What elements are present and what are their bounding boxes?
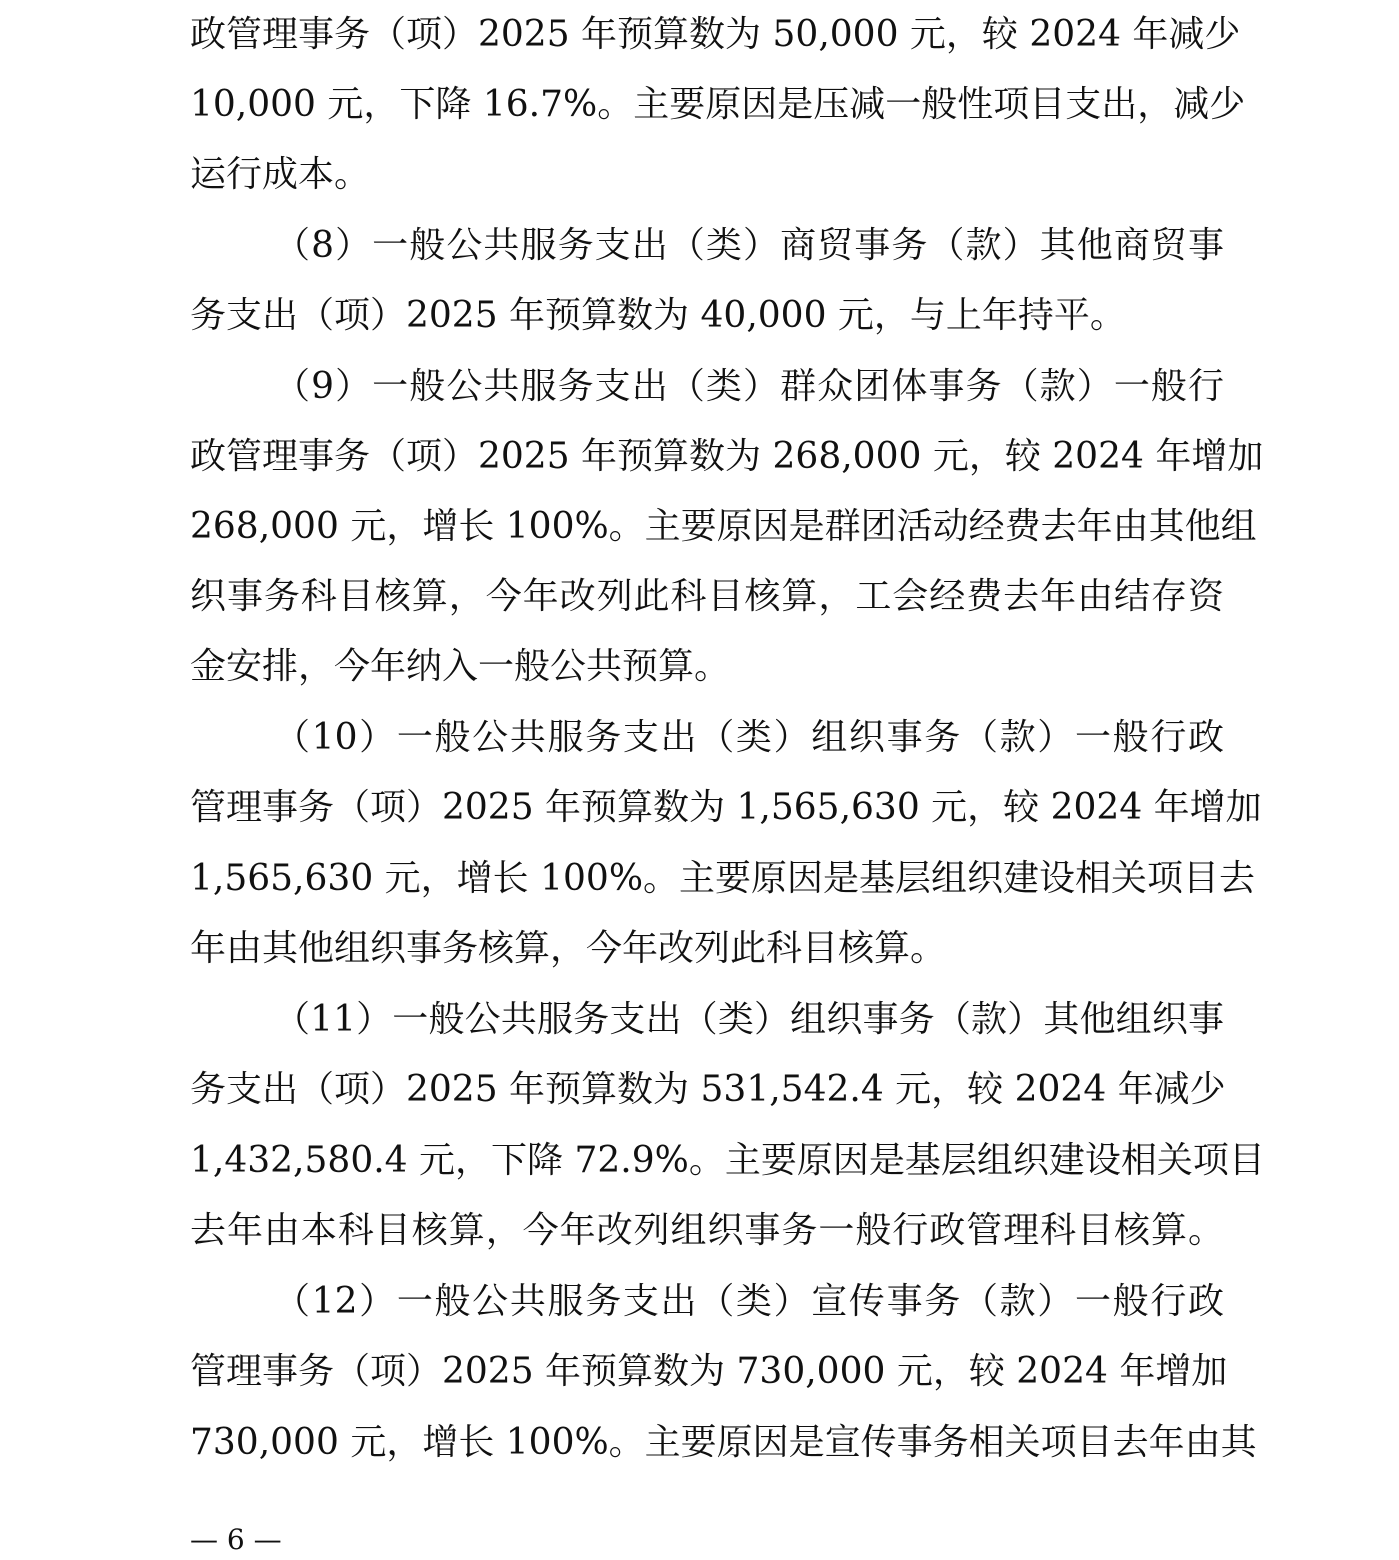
text-line: （12）一般公共服务支出（类）宣传事务（款）一般行政: [274, 1281, 1224, 1322]
text-line: 运行成本。: [190, 154, 371, 195]
text-line: 务支出（项）2025 年预算数为 531,542.4 元，较 2024 年减少: [190, 1069, 1226, 1110]
text-line: 务支出（项）2025 年预算数为 40,000 元，与上年持平。: [190, 295, 1126, 336]
text-line: 政管理事务（项）2025 年预算数为 268,000 元，较 2024 年增加: [190, 436, 1264, 477]
text-line: 年由其他组织事务核算，今年改列此科目核算。: [190, 928, 947, 969]
text-line: 1,565,630 元，增长 100%。主要原因是基层组织建设相关项目去: [190, 858, 1256, 899]
text-line: 268,000 元，增长 100%。主要原因是群团活动经费去年由其他组: [190, 506, 1257, 547]
text-line: 管理事务（项）2025 年预算数为 1,565,630 元，较 2024 年增加: [190, 787, 1262, 828]
page-number: — 6 —: [190, 1523, 282, 1556]
text-line: 10,000 元，下降 16.7%。主要原因是压减一般性项目支出，减少: [190, 84, 1246, 125]
text-line: 去年由本科目核算，今年改列组织事务一般行政管理科目核算。: [190, 1210, 1224, 1251]
text-line: 金安排，今年纳入一般公共预算。: [190, 646, 731, 687]
text-line: （10）一般公共服务支出（类）组织事务（款）一般行政: [274, 717, 1224, 758]
text-line: 管理事务（项）2025 年预算数为 730,000 元，较 2024 年增加: [190, 1351, 1228, 1392]
text-line: （8）一般公共服务支出（类）商贸事务（款）其他商贸事: [274, 225, 1224, 266]
text-line: （11）一般公共服务支出（类）组织事务（款）其他组织事: [274, 999, 1224, 1040]
text-line: 政管理事务（项）2025 年预算数为 50,000 元，较 2024 年减少: [190, 14, 1241, 55]
text-line: 织事务科目核算，今年改列此科目核算，工会经费去年由结存资: [190, 576, 1224, 617]
text-line: （9）一般公共服务支出（类）群众团体事务（款）一般行: [274, 366, 1224, 407]
text-line: 1,432,580.4 元，下降 72.9%。主要原因是基层组织建设相关项目: [190, 1140, 1265, 1181]
text-line: 730,000 元，增长 100%。主要原因是宣传事务相关项目去年由其: [190, 1422, 1257, 1463]
